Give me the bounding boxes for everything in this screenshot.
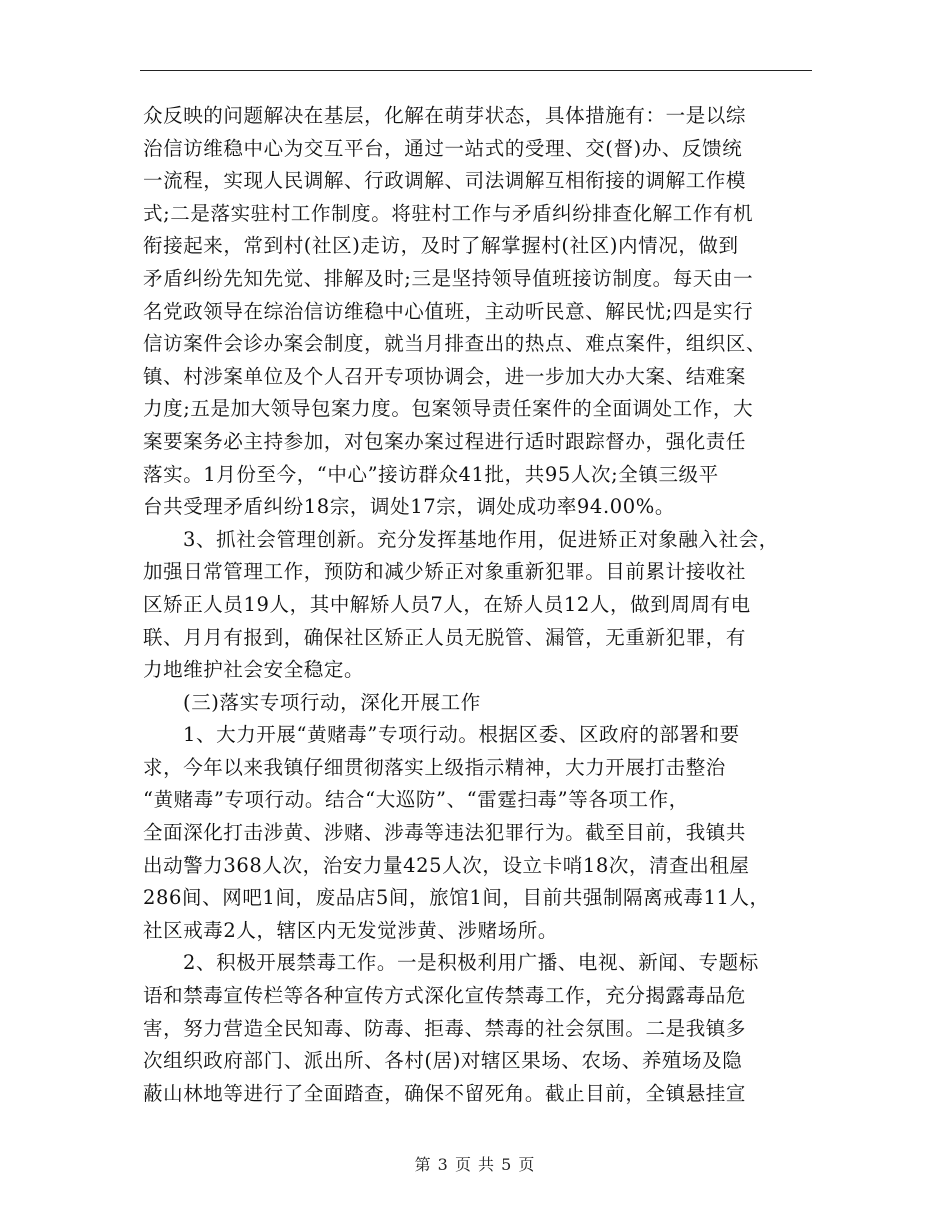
text-line: 式;二是落实驻村工作制度。将驻村工作与矛盾纠纷排查化解工作有机 (143, 201, 754, 225)
text-line: 社区戒毒2人，辖区内无发觉涉黄、涉赌场所。 (143, 918, 559, 942)
text-line: 矛盾纠纷先知先觉、排解及时;三是坚持领导值班接访制度。每天由一 (143, 266, 754, 290)
text-line: 联、月月有报到，确保社区矫正人员无脱管、漏管，无重新犯罪，有 (143, 625, 747, 649)
text-line: 信访案件会诊办案会制度，就当月排查出的热点、难点案件，组织区、 (143, 332, 767, 356)
section-heading: (三)落实专项行动，深化开展工作 (183, 690, 481, 714)
text-line: 力地维护社会安全稳定。 (143, 658, 365, 682)
text-line: 落实。1月份至今，“中心”接访群众41批，共95人次;全镇三级平 (143, 462, 719, 486)
page-number-footer: 第 3 页 共 5 页 (414, 1155, 536, 1174)
text-line: 力度;五是加大领导包案力度。包案领导责任案件的全面调处工作，大 (143, 397, 754, 421)
text-line: 286间、网吧1间，废品店5间，旅馆1间，目前共强制隔离戒毒11人， (143, 886, 770, 910)
text-line: 名党政领导在综治信访维稳中心值班，主动听民意、解民忧;四是实行 (143, 299, 754, 323)
text-line: 求，今年以来我镇仔细贯彻落实上级指示精神，大力开展打击整治 (143, 755, 726, 779)
paragraph-start-line: 2、积极开展禁毒工作。一是积极利用广播、电视、新闻、专题标 (183, 951, 759, 975)
text-line: 案要案务必主持参加，对包案办案过程进行适时跟踪督办，强化责任 (143, 429, 747, 453)
text-line: 语和禁毒宣传栏等各种宣传方式深化宣传禁毒工作，充分揭露毒品危 (143, 984, 747, 1008)
paragraph-start-line: 1、大力开展“黄赌毒”专项行动。根据区委、区政府的部署和要 (183, 723, 740, 747)
text-line: 害，努力营造全民知毒、防毒、拒毒、禁毒的社会氛围。二是我镇多 (143, 1016, 747, 1040)
text-line: 蔽山林地等进行了全面踏查，确保不留死角。截止目前，全镇悬挂宣 (143, 1081, 747, 1105)
paragraph-start-line: 3、抓社会管理创新。充分发挥基地作用，促进矫正对象融入社会， (183, 527, 779, 551)
text-line: 镇、村涉案单位及个人召开专项协调会，进一步加大办大案、结难案 (143, 364, 747, 388)
text-line: 全面深化打击涉黄、涉赌、涉毒等违法犯罪行为。截至目前，我镇共 (143, 821, 747, 845)
body-text (143, 100, 833, 1110)
text-line: 出动警力368人次，治安力量425人次，设立卡哨18次，清查出租屋 (143, 853, 750, 877)
text-line: 区矫正人员19人，其中解矫人员7人，在矫人员12人，做到周周有电 (143, 592, 751, 616)
text-line: 加强日常管理工作，预防和减少矫正对象重新犯罪。目前累计接收社 (143, 560, 747, 584)
text-line: 次组织政府部门、派出所、各村(居)对辖区果场、农场、养殖场及隐 (143, 1049, 743, 1073)
header-rule (140, 70, 812, 71)
text-line: 治信访维稳中心为交互平台，通过一站式的受理、交(督)办、反馈统 (143, 136, 743, 160)
text-line: 众反映的问题解决在基层，化解在萌芽状态，具体措施有：一是以综 (143, 104, 747, 127)
text-line: “黄赌毒”专项行动。结合“大巡防”、“雷霆扫毒”等各项工作， (143, 788, 689, 812)
text-line: 衔接起来，常到村(社区)走访，及时了解掌握村(社区)内情况，做到 (143, 234, 739, 258)
text-line: 台共受理矛盾纠纷18宗，调处17宗，调处成功率94.00%。 (143, 495, 675, 519)
text-line: 一流程，实现人民调解、行政调解、司法调解互相衔接的调解工作模 (143, 169, 747, 193)
